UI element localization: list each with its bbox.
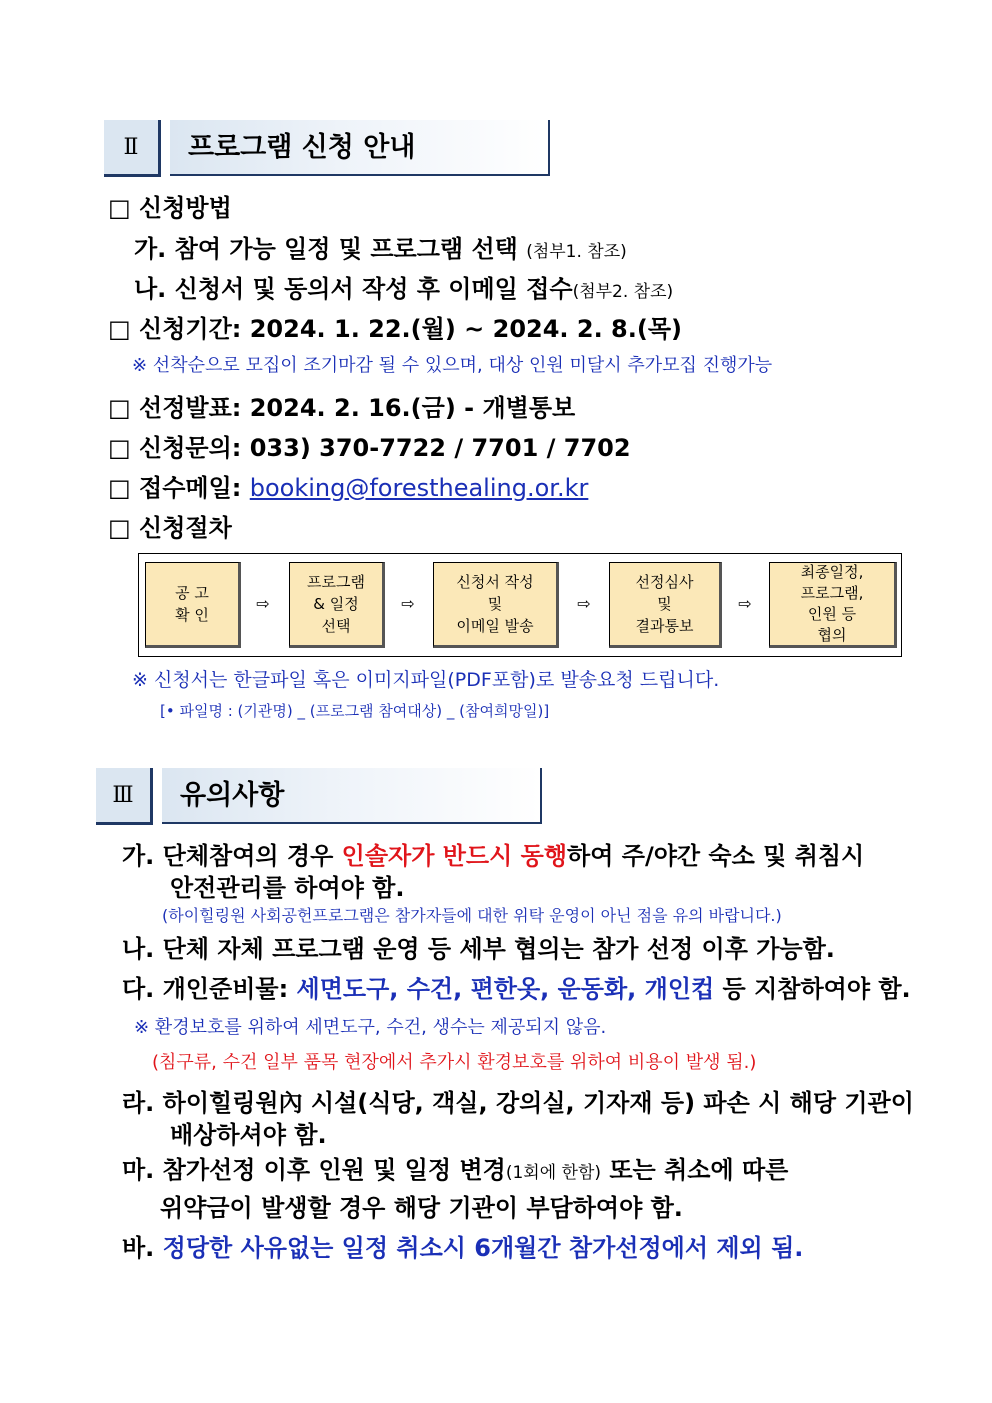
notice-ra-line2: 배상하셔야 함. bbox=[170, 1121, 327, 1149]
notice-da-text2: 등 지참하여야 함. bbox=[714, 975, 911, 1003]
inquiry: □ 신청문의: 033) 370-7722 / 7701 / 7702 bbox=[108, 434, 631, 462]
flow-step-text: 결과통보 bbox=[635, 617, 694, 635]
method-heading: □ 신청방법 bbox=[108, 194, 232, 222]
method-item-b-note: (첨부2. 참조) bbox=[572, 282, 674, 302]
flow-step-final bbox=[769, 562, 897, 648]
section2-number-box: Ⅱ bbox=[104, 120, 161, 177]
flow-step-application bbox=[433, 562, 559, 648]
notice-da bbox=[122, 969, 911, 1004]
flow-step-text: 인원 등 bbox=[807, 605, 857, 623]
file-format-note: ※ 신청서는 한글파일 혹은 이미지파일(PDF포함)로 발송요청 드립니다. bbox=[132, 669, 720, 691]
notice-ma-small: (1회에 한함) bbox=[505, 1163, 602, 1183]
flow-step-text: 및 bbox=[487, 595, 503, 613]
notice-ba bbox=[122, 1228, 803, 1263]
section3-number-box: Ⅲ bbox=[96, 768, 153, 825]
section2-title: 프로그램 신청 안내 bbox=[170, 120, 550, 176]
notice-ga-highlight: 인솔자가 반드시 동행 bbox=[341, 842, 568, 870]
notice-ma-text1: 마. 참가선정 이후 인원 및 일정 변경 bbox=[122, 1156, 506, 1184]
method-item-a-note: (첨부1. 참조) bbox=[526, 242, 627, 262]
notice-ba-text: 정당한 사유없는 일정 취소시 6개월간 참가선정에서 제외 됨. bbox=[162, 1234, 804, 1262]
method-item-a bbox=[134, 229, 627, 264]
email-line bbox=[108, 468, 588, 503]
flow-arrow-icon: ⇨ bbox=[256, 594, 270, 613]
flow-step-text: 선정심사 bbox=[635, 573, 694, 591]
flow-step-review bbox=[609, 562, 722, 648]
announcement: □ 선정발표: 2024. 2. 16.(금) - 개별통보 bbox=[108, 394, 576, 422]
notice-na: 나. 단체 자체 프로그램 운영 등 세부 협의는 참가 선정 이후 가능함. bbox=[122, 935, 835, 963]
notice-ga-text1: 가. 단체참여의 경우 bbox=[122, 842, 342, 870]
flow-step-text: 확 인 bbox=[175, 606, 209, 624]
section3-title: 유의사항 bbox=[162, 768, 542, 824]
flow-arrow-icon: ⇨ bbox=[738, 594, 752, 613]
notice-da-note1: ※ 환경보호를 위하여 세면도구, 수건, 생수는 제공되지 않음. bbox=[134, 1017, 607, 1038]
notice-ma-line1 bbox=[122, 1150, 788, 1185]
notice-ma-text2: 또는 취소에 따른 bbox=[601, 1156, 789, 1184]
flow-step-text: & 일정 bbox=[313, 595, 359, 613]
flow-step-text: 이메일 발송 bbox=[456, 617, 534, 635]
flow-arrow-icon: ⇨ bbox=[577, 594, 591, 613]
notice-da-note2: (침구류, 수건 일부 품목 현장에서 추가시 환경보호를 위하여 비용이 발생 됨.) bbox=[152, 1052, 757, 1073]
flow-step-text: 선택 bbox=[321, 617, 351, 635]
flow-step-program-select bbox=[289, 562, 385, 648]
flow-step-text: 협의 bbox=[817, 626, 847, 644]
period-note: ※ 선착순으로 모집이 조기마감 될 수 있으며, 대상 인원 미달시 추가모집 진행가능 bbox=[132, 355, 773, 376]
method-item-a-text: 가. 참여 가능 일정 및 프로그램 선택 bbox=[134, 235, 518, 263]
email-link[interactable]: booking@foresthealing.or.kr bbox=[249, 474, 589, 502]
notice-ma-line2: 위약금이 발생할 경우 해당 기관이 부담하여야 함. bbox=[160, 1194, 683, 1222]
notice-ga-line1 bbox=[122, 836, 864, 871]
notice-ra-line1: 라. 하이힐링원內 시설(식당, 객실, 강의실, 기자재 등) 파손 시 해당 기관이 bbox=[122, 1089, 914, 1117]
notice-ga-text2: 하여 주/야간 숙소 및 취침시 bbox=[567, 842, 865, 870]
email-label: □ 접수메일: bbox=[108, 474, 250, 502]
notice-da-items: 세면도구, 수건, 편한옷, 운동화, 개인컵 bbox=[296, 975, 715, 1003]
method-item-b-text: 나. 신청서 및 동의서 작성 후 이메일 접수 bbox=[134, 275, 573, 303]
file-name-rule: [• 파일명 : (기관명) _ (프로그램 참여대상) _ (참여희망일)] bbox=[160, 702, 550, 720]
method-item-b bbox=[134, 269, 673, 304]
flow-step-text: 프로그램, bbox=[800, 584, 864, 602]
notice-da-text1: 다. 개인준비물: bbox=[122, 975, 297, 1003]
application-period: □ 신청기간: 2024. 1. 22.(월) ~ 2024. 2. 8.(목) bbox=[108, 315, 682, 343]
flow-step-text: 프로그램 bbox=[307, 573, 365, 591]
flow-step-announcement bbox=[145, 562, 241, 648]
notice-ba-prefix: 바. bbox=[122, 1234, 163, 1262]
flow-step-text: 공 고 bbox=[175, 584, 209, 602]
notice-ga-note: (하이힐링원 사회공헌프로그램은 참가자들에 대한 위탁 운영이 아닌 점을 유의 바랍니다.) bbox=[162, 906, 782, 925]
flow-step-text: 및 bbox=[657, 595, 672, 613]
procedure-heading: □ 신청절차 bbox=[108, 514, 232, 542]
flow-step-text: 최종일정, bbox=[800, 563, 864, 581]
notice-ga-line2: 안전관리를 하여야 함. bbox=[170, 874, 405, 902]
flow-step-text: 신청서 작성 bbox=[456, 573, 534, 591]
flow-arrow-icon: ⇨ bbox=[401, 594, 415, 613]
